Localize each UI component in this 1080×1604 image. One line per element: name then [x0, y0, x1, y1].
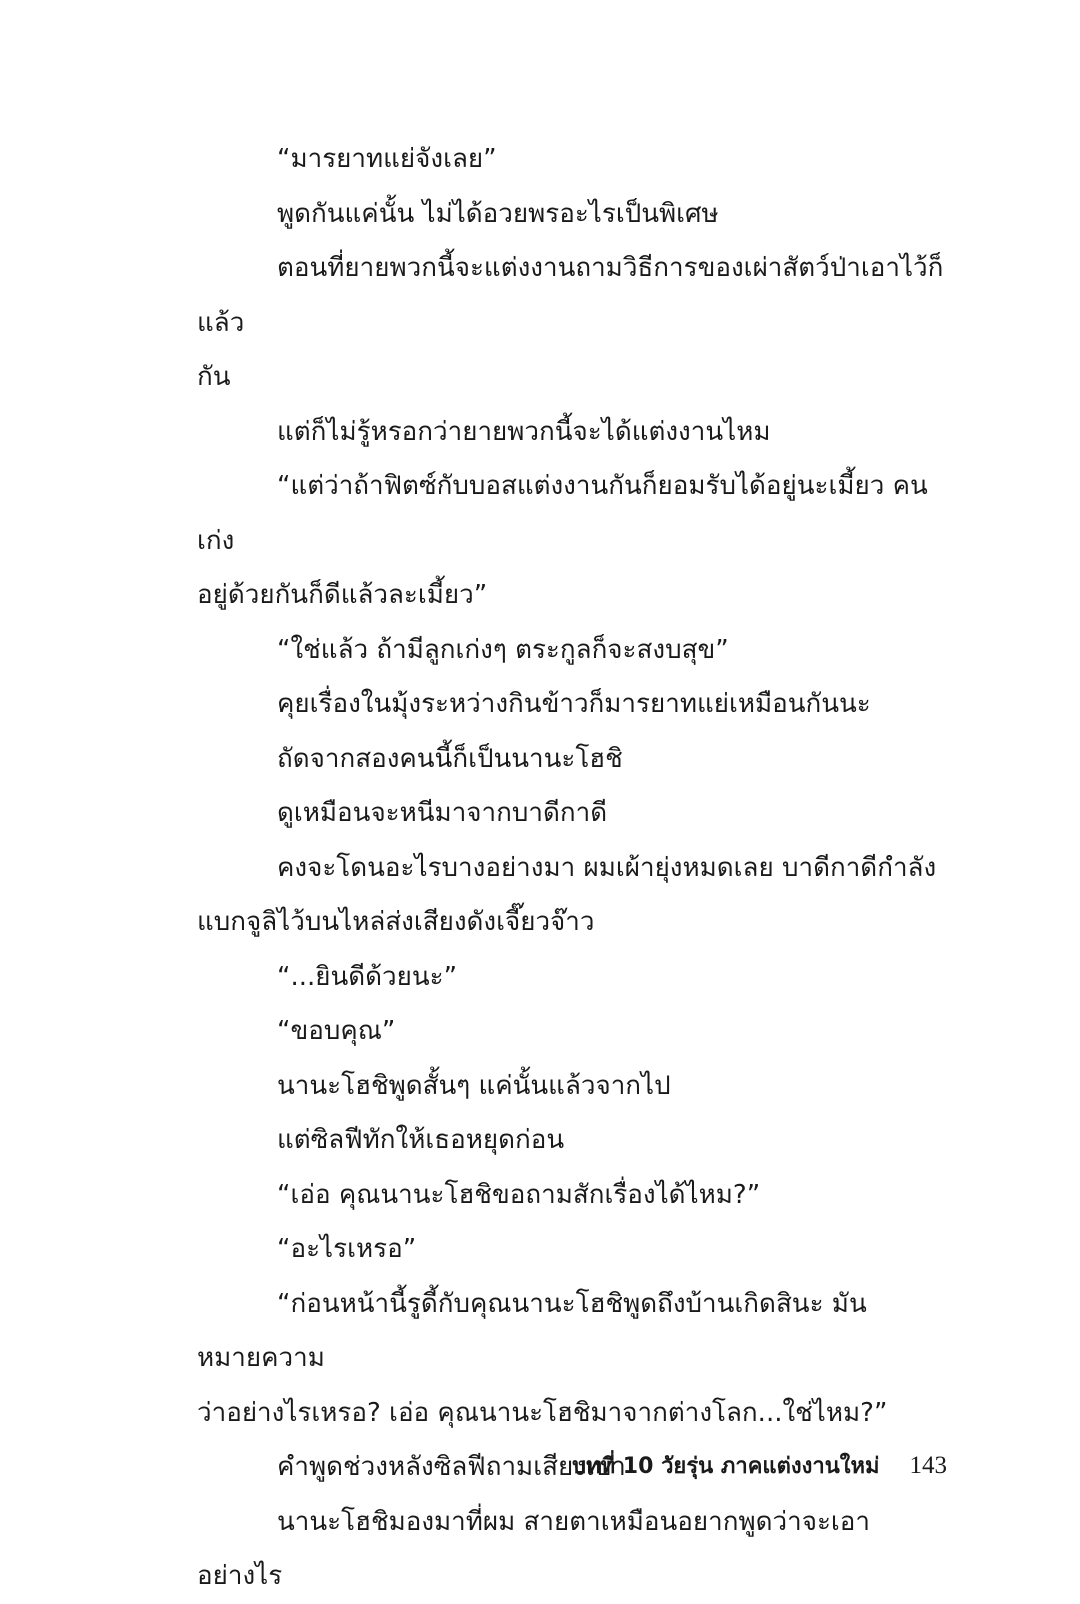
body-text	[197, 132, 947, 1604]
paragraph: “มารยาทแย่จังเลย”	[277, 144, 497, 174]
paragraph: “ขอบคุณ”	[277, 1016, 396, 1046]
paragraph: นานะโฮชิมองมาที่ผม สายตาเหมือนอยากพูดว่าจะเอาอย่างไร	[197, 1506, 871, 1591]
paragraph: “แต่ว่าถ้าฟิตซ์กับบอสแต่งงานกันก็ยอมรับได้อยู่นะเมี้ยว คนเก่ง อยู่ด้วยกันก็ดีแล้วละเมี้ยว”	[197, 471, 928, 610]
paragraph: “ก่อนหน้านี้รูดี้กับคุณนานะโฮชิพูดถึงบ้านเกิดสินะ มันหมายความ ว่าอย่างไรเหรอ? เอ่อ คุณนานะโฮชิมาจากต่างโลก...ใช่ไหม?”	[197, 1288, 888, 1428]
page-footer	[197, 1448, 947, 1488]
paragraph: “ใช่แล้ว ถ้ามีลูกเก่งๆ ตระกูลก็จะสงบสุข”	[277, 634, 729, 665]
paragraph: ดูเหมือนจะหนีมาจากบาดีกาดี	[277, 798, 608, 828]
chapter-title: บทที่ 10 วัยรุ่น ภาคแต่งงานใหม่	[572, 1454, 880, 1479]
paragraph: พูดกันแค่นั้น ไม่ได้อวยพรอะไรเป็นพิเศษ	[277, 198, 719, 229]
paragraph: คำพูดช่วงหลังซิลฟีถามเสียงเบา	[277, 1452, 626, 1482]
paragraph: แต่ก็ไม่รู้หรอกว่ายายพวกนี้จะได้แต่งงานไหม	[277, 416, 771, 447]
paragraph: “อะไรเหรอ”	[277, 1234, 417, 1264]
paragraph: “เอ่อ คุณนานะโฮชิขอถามสักเรื่องได้ไหม?”	[277, 1179, 761, 1210]
paragraph: “...ยินดีด้วยนะ”	[277, 961, 458, 992]
paragraph: คุยเรื่องในมุ้งระหว่างกินข้าวก็มารยาทแย่เหมือนกันนะ	[277, 689, 871, 719]
paragraph: ถัดจากสองคนนี้ก็เป็นนานะโฮชิ	[277, 743, 623, 774]
paragraph: นานะโฮชิพูดสั้นๆ แค่นั้นแล้วจากไป	[277, 1070, 671, 1101]
page-number: 143	[909, 1452, 947, 1479]
paragraph: แต่ซิลฟีทักให้เธอหยุดก่อน	[277, 1125, 565, 1155]
paragraph: คงจะโดนอะไรบางอย่างมา ผมเผ้ายุ่งหมดเลย บาดีกาดีกำลัง แบกจูลิไว้บนไหล่ส่งเสียงดังเจี๊ยวจ๊าว	[197, 852, 937, 937]
paragraph: ตอนที่ยายพวกนี้จะแต่งงานถามวิธีการของเผ่าสัตว์ป่าเอาไว้ก็แล้ว กัน	[197, 253, 944, 392]
